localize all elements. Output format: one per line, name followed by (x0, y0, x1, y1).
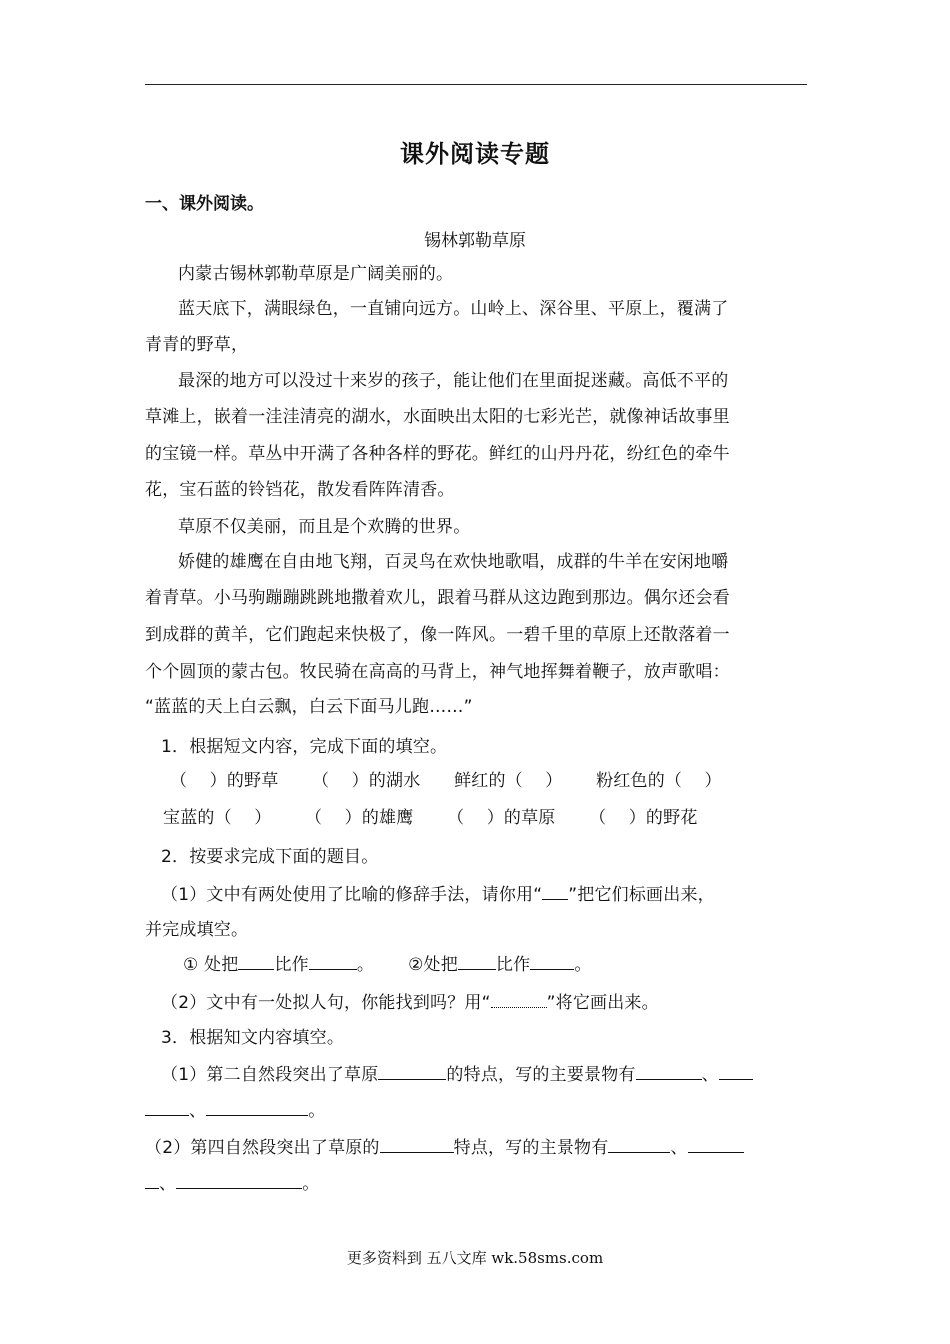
page-title: 课外阅读专题 (400, 140, 550, 168)
question-2-2: （2）文中有一处拟人句，你能找到吗？用“ ”将它画出来。 (161, 993, 659, 1013)
blank[interactable] (458, 951, 496, 970)
section-heading: 一、课外阅读。 (145, 194, 264, 214)
paragraph-5-line-3: 到成群的黄羊，它们跑起来快极了，像一阵风。一碧千里的草原上还散落着一 (145, 625, 730, 645)
paragraph-3-line-4: 花，宝石蓝的铃铛花，散发看阵阵清香。 (145, 480, 455, 500)
question-2-1-line-2: 并完成填空。 (145, 920, 249, 940)
paragraph-1: 内蒙古锡林郭勒草原是广阔美丽的。 (178, 264, 454, 284)
blank[interactable] (608, 1134, 670, 1153)
paragraph-5-line-4: 个个圆顶的蒙古包。牧民骑在高高的马背上，神气地挥舞着鞭子，放声歌唱： (145, 662, 730, 682)
blank[interactable] (145, 1170, 159, 1189)
blank[interactable] (380, 1134, 454, 1153)
blank[interactable] (636, 1061, 702, 1080)
blank[interactable] (176, 1170, 302, 1189)
blank[interactable] (530, 951, 574, 970)
blank[interactable] (238, 951, 274, 970)
paragraph-3-line-1: 最深的地方可以没过十来岁的孩子，能让他们在里面捉迷藏。高低不平的 (178, 371, 729, 391)
blank[interactable] (206, 1097, 308, 1116)
paragraph-4: 草原不仅美丽，而且是个欢腾的世界。 (178, 517, 471, 537)
blank[interactable] (378, 1061, 446, 1080)
question-2: 2．按要求完成下面的题目。 (161, 847, 379, 867)
blank[interactable] (688, 1134, 744, 1153)
paragraph-2-line-2: 青青的野草， (145, 335, 249, 355)
question-2-1-line-1: （1）文中有两处使用了比喻的修辞手法，请你用“ ”把它们标画出来， (161, 880, 715, 905)
question-3-1-line-2: 、 。 (145, 1096, 325, 1121)
question-2-1-blanks: ① 处把 比作 。 ②处把 比作 。 (183, 950, 592, 975)
blank[interactable] (309, 951, 357, 970)
question-1-row-1: （ ）的野草 （ ）的湖水 鲜红的（ ） 粉红色的（ ） (170, 771, 722, 791)
footer-text: 更多资料到 五八文库 wk.58sms.com (346, 1249, 604, 1267)
paragraph-3-line-2: 草滩上，嵌着一洼洼清亮的湖水，水面映出太阳的七彩光芒，就像神话故事里 (145, 407, 730, 427)
underline-mark (542, 881, 568, 900)
question-3-2-line-2: 、 。 (145, 1169, 319, 1194)
header-rule (145, 84, 807, 85)
passage-title: 锡林郭勒草原 (424, 231, 526, 251)
blank[interactable] (145, 1097, 189, 1116)
blank[interactable] (719, 1061, 753, 1080)
question-1: 1．根据短文内容，完成下面的填空。 (161, 737, 448, 757)
paragraph-5-line-2: 着青草。小马驹蹦蹦跳跳地撒着欢儿，跟着马群从这边跑到那边。偶尔还会看 (145, 588, 730, 608)
question-1-row-2: 宝蓝的（ ） （ ）的雄鹰 （ ）的草原 （ ）的野花 (163, 808, 698, 828)
paragraph-5-line-5: “蓝蓝的天上白云飘，白云下面马儿跑……” (145, 697, 473, 717)
question-3-2-line-1: （2）第四自然段突出了草原的 特点，写的主景物有 、 (145, 1133, 744, 1158)
wavy-line-mark (491, 991, 547, 1008)
paragraph-5-line-1: 娇健的雄鹰在自由地飞翔，百灵鸟在欢快地歌唱，成群的牛羊在安闲地嚼 (178, 552, 729, 572)
question-3-1-line-1: （1）第二自然段突出了草原 的特点，写的主要景物有 、 (161, 1060, 753, 1085)
paragraph-3-line-3: 的宝镜一样。草丛中开满了各种各样的野花。鲜红的山丹丹花，纷红色的牵牛 (145, 444, 730, 464)
paragraph-2-line-1: 蓝天底下，满眼绿色，一直铺向远方。山岭上、深谷里、平原上，覆满了 (178, 299, 729, 319)
question-3: 3．根据知文内容填空。 (161, 1028, 345, 1048)
